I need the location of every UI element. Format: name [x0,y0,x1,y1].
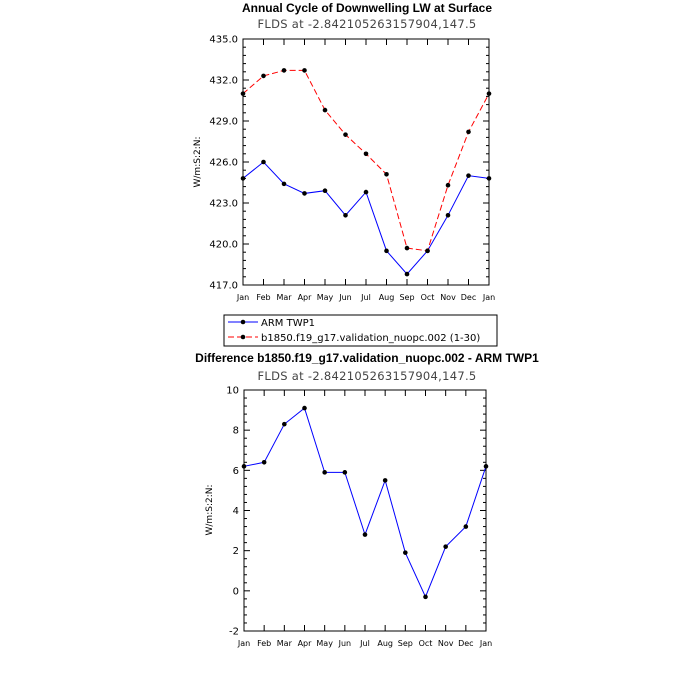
top-chart-series-0-point [241,176,246,181]
legend-marker-0 [241,320,246,325]
top-chart-x-tick-label: Jan [236,293,250,302]
top-chart-series-0-point [343,213,348,218]
top-chart-series-0-point [384,249,389,254]
top-chart-series-1-point [241,91,246,96]
top-chart-series-1-point [446,183,451,188]
top-chart-series-1-point [302,68,307,73]
bottom-chart-x-tick-label: Aug [377,639,393,648]
top-chart-x-tick-label: Mar [276,293,292,302]
bottom-chart-series-0-point [363,532,368,537]
top-chart-series-1-point [466,130,471,135]
bottom-chart-series-0-point [443,544,448,549]
top-chart-x-tick-label: May [316,293,334,302]
bottom-chart-title: Difference b1850.f19_g17.validation_nuopc.002 - ARM TWP1 [195,351,539,365]
top-chart-series-0-point [364,190,369,195]
top-chart-x-tick-label: Sep [399,293,415,302]
bottom-chart-series-0-point [343,470,348,475]
top-chart-series-0-point [487,176,492,181]
top-chart-plot-frame [243,39,489,285]
bottom-chart-x-tick-label: Jan [479,639,493,648]
top-chart-x-tick-label: Jan [482,293,496,302]
bottom-chart-x-tick-label: Oct [418,639,433,648]
top-chart-series-0-point [302,191,307,196]
top-chart-x-tick-label: Feb [256,293,271,302]
top-chart-x-tick-label: Dec [460,293,477,302]
bottom-chart-y-tick-label: 6 [232,465,239,477]
top-chart-y-tick-label: 417.0 [209,280,238,292]
top-chart-series-1-point [425,249,430,254]
bottom-chart-y-axis-title: W/m:S:2:N: [205,484,215,536]
top-chart-subtitle: FLDS at -2.842105263157904,147.5 [257,17,477,31]
bottom-chart-x-tick-label: Mar [276,639,292,648]
bottom-chart-x-tick-label: Jan [237,639,251,648]
top-chart-y-tick-label: 432.0 [209,75,238,87]
top-chart-x-tick-label: Aug [378,293,395,302]
top-chart-series-1-point [343,132,348,137]
top-chart-series-1-point [323,108,328,113]
bottom-chart-plot-frame [244,390,486,631]
top-chart-series-1-point [282,68,287,73]
legend-label-0: ARM TWP1 [261,318,315,329]
bottom-chart-y-tick-label: 4 [232,506,239,517]
bottom-chart-series-0-point [242,464,247,469]
bottom-chart-series-0-point [484,464,489,469]
bottom-chart-x-tick-label: Jun [338,639,352,648]
bottom-chart-series-0-point [262,460,267,465]
bottom-chart-y-tick-label: 10 [226,385,239,397]
bottom-chart-series-0-point [282,422,287,427]
bottom-chart-series-0-point [403,550,408,555]
top-chart-y-axis-title: W/m:S:2:N: [193,136,203,188]
bottom-chart-series-0-point [322,470,327,475]
top-chart-x-tick-label: Nov [440,293,456,302]
bottom-chart-x-tick-label: Apr [297,639,312,648]
bottom-chart-x-tick-label: Sep [397,639,413,648]
bottom-chart-x-tick-label: May [316,639,333,648]
legend-marker-1 [241,335,246,340]
top-chart-series-0-point [446,213,451,218]
top-chart-series-0-point [405,272,410,277]
top-chart-series-1-point [261,74,266,79]
top-chart-x-tick-label: Jun [339,293,352,302]
top-chart-series-1-point [405,246,410,251]
bottom-chart-y-tick-label: 2 [232,546,239,558]
top-chart-series-0-point [323,188,328,193]
top-chart-y-tick-label: 426.0 [209,157,238,169]
top-chart-title: Annual Cycle of Downwelling LW at Surface [241,1,493,15]
bottom-chart-x-tick-label: Nov [437,639,454,648]
bottom-chart-series-0-point [464,524,469,529]
bottom-chart-series-0-point [423,595,428,600]
legend-label-1: b1850.f19_g17.validation_nuopc.002 (1-30) [261,333,481,344]
bottom-chart-series-0-line [244,408,486,597]
top-chart-series-1-point [384,172,389,177]
bottom-chart-y-tick-label: 8 [232,425,239,437]
top-chart-series-1-point [364,152,369,157]
bottom-chart-x-tick-label: Feb [257,639,272,648]
bottom-chart [195,351,539,648]
top-chart-series-0-line [243,162,489,274]
top-chart-series-0-point [261,160,266,165]
top-chart-y-tick-label: 429.0 [209,116,238,128]
top-chart-series-1-line [243,70,489,250]
legend [224,315,497,346]
top-chart-x-tick-label: Jul [361,293,371,302]
top-chart-y-tick-label: 420.0 [209,239,238,251]
top-chart-series-1-point [487,91,492,96]
top-chart-y-tick-label: 423.0 [209,198,238,210]
top-chart-y-tick-label: 435.0 [209,34,238,46]
top-chart-x-tick-label: Oct [420,293,435,302]
bottom-chart-series-0-point [383,478,388,483]
top-chart-series-0-point [282,182,287,187]
bottom-chart-x-tick-label: Dec [458,639,474,648]
top-chart [193,1,495,302]
bottom-chart-y-tick-label: 0 [232,586,239,598]
bottom-chart-x-tick-label: Jul [360,639,370,648]
bottom-chart-series-0-point [302,406,307,411]
bottom-chart-y-tick-label: -2 [229,626,239,638]
bottom-chart-subtitle: FLDS at -2.842105263157904,147.5 [257,369,477,383]
top-chart-x-tick-label: Apr [297,293,312,302]
top-chart-series-0-point [466,173,471,178]
